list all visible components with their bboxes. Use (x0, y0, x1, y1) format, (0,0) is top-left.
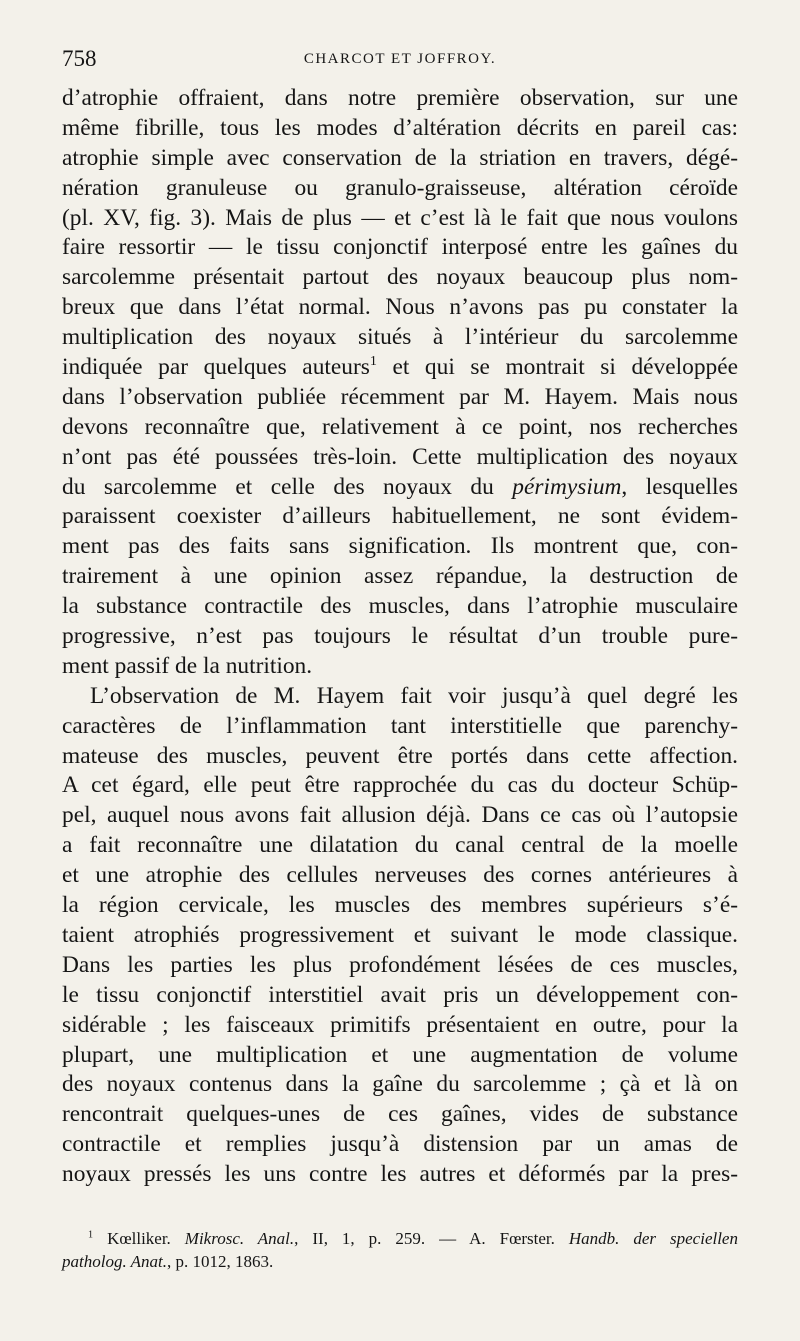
text-line (62, 742, 738, 772)
line-text: pel, auquel nous avons fait allusion déjà. Dans ce cas où l’autopsie (62, 802, 738, 829)
text-line (62, 1100, 738, 1130)
text-line (62, 383, 738, 413)
line-text: plupart, une multiplication et une augmentation de volume (62, 1041, 738, 1068)
footnote-number: 1 (88, 1229, 94, 1241)
line-text: même fibrille, tous les modes d’altération décrits en pareil cas: (62, 114, 738, 141)
line-text: ment pas des faits sans signification. Ils montrent que, con- (62, 533, 738, 560)
text-line (62, 532, 738, 562)
line-text: (pl. XV, fig. 3). Mais de plus — et c’est là le fait que nous voulons (62, 204, 738, 231)
line-text-after: , lesquelles (621, 473, 738, 500)
footnotes (62, 1227, 738, 1273)
line-text: progressive, n’est pas toujours le résultat d’un trouble pure- (62, 623, 738, 650)
line-text: ment passif de la nutrition. (62, 652, 313, 679)
line-text: multiplication des noyaux situés à l’intérieur du sarcolemme (62, 324, 738, 351)
line-text: n’ont pas été poussées très-loin. Cette multiplication des noyaux (62, 443, 738, 470)
text-line (62, 831, 738, 861)
line-text: noyaux pressés les uns contre les autres et déformés par la pres- (62, 1161, 738, 1188)
line-text: L’observation de M. Hayem fait voir jusqu’à quel degré les (90, 682, 738, 709)
text-line (62, 1160, 738, 1190)
text-line (62, 562, 738, 592)
line-text: a fait reconnaître une dilatation du canal central de la moelle (62, 832, 738, 859)
line-text-after: et qui se montrait si développée (376, 354, 738, 381)
footnote-line (62, 1227, 738, 1250)
line-text: Dans les parties les plus profondément lésées de ces muscles, (62, 951, 738, 978)
text-line (62, 1130, 738, 1160)
line-text: d’atrophie offraient, dans notre première observation, sur une (62, 85, 738, 111)
text-line (62, 1011, 738, 1041)
text-line (62, 413, 738, 443)
footnote-title: Handb. der speciellen (568, 1229, 738, 1248)
text-line (62, 204, 738, 234)
line-text: nération granuleuse ou granulo-graisseuse, altération céroïde (62, 174, 738, 201)
text-line (62, 293, 738, 323)
footnote-text: , II, 1, p. 259. — A. Fœrster. (294, 1229, 569, 1248)
text-line (62, 682, 738, 712)
text-line (62, 84, 738, 114)
line-text: atrophie simple avec conservation de la striation en travers, dégé- (62, 144, 738, 171)
text-line (62, 622, 738, 652)
running-head: CHARCOT ET JOFFROY. (303, 51, 497, 67)
text-line (62, 712, 738, 742)
line-text: des noyaux contenus dans la gaîne du sarcolemme ; çà et là on (62, 1071, 738, 1098)
text-line (62, 921, 738, 951)
line-text: breux que dans l’état normal. Nous n’avons pas pu constater la (62, 294, 738, 321)
footnote-line (62, 1250, 738, 1273)
text-line (62, 861, 738, 891)
italic-term: périmysium (512, 473, 622, 500)
line-text: indiquée par quelques auteurs (62, 354, 370, 381)
page-number: 758 (62, 46, 97, 71)
body-text (62, 84, 738, 1190)
footnote-text: , p. 1012, 1863. (167, 1252, 274, 1271)
text-line (62, 323, 738, 353)
text-line (62, 891, 738, 921)
page-header (62, 46, 738, 76)
text-line (62, 652, 738, 682)
line-text: devons reconnaître que, relativement à ce point, nos recherches (62, 413, 738, 440)
line-text: trairement à une opinion assez répandue, la destruction de (62, 563, 738, 590)
line-text: contractile et remplies jusqu’à distension par un amas de (62, 1131, 738, 1158)
line-text: taient atrophiés progressivement et suivant le mode classique. (62, 921, 738, 948)
text-line (62, 233, 738, 263)
text-line (62, 263, 738, 293)
text-line (62, 473, 738, 503)
line-text: rencontrait quelques-unes de ces gaînes, vides de substance (62, 1101, 738, 1128)
text-line (62, 353, 738, 383)
line-text: A cet égard, elle peut être rapprochée du cas du docteur Schüp- (62, 772, 738, 799)
line-text: et une atrophie des cellules nerveuses des cornes antérieures à (62, 862, 738, 889)
footnote-text: Kœlliker. (93, 1229, 185, 1248)
text-line (62, 174, 738, 204)
text-line (62, 981, 738, 1011)
text-line (62, 801, 738, 831)
line-text: faire ressortir — le tissu conjonctif interposé entre les gaînes du (62, 234, 738, 261)
footnote-title: patholog. Anat. (62, 1252, 167, 1271)
text-line (62, 443, 738, 473)
line-text: la substance contractile des muscles, dans l’atrophie musculaire (62, 593, 738, 620)
text-line (62, 114, 738, 144)
text-line (62, 1070, 738, 1100)
line-text: sidérable ; les faisceaux primitifs présentaient en outre, pour la (62, 1011, 738, 1038)
line-text: la région cervicale, les muscles des membres supérieurs s’é- (62, 892, 738, 919)
line-text: caractères de l’inflammation tant interstitielle que parenchy- (62, 712, 738, 739)
text-line (62, 771, 738, 801)
text-line (62, 502, 738, 532)
line-text: le tissu conjonctif interstitiel avait pris un développement con- (62, 981, 738, 1008)
line-text: mateuse des muscles, peuvent être portés dans cette affection. (62, 742, 738, 769)
text-line (62, 144, 738, 174)
line-text: du sarcolemme et celle des noyaux du (62, 473, 513, 500)
line-text: sarcolemme présentait partout des noyaux beaucoup plus nom- (62, 264, 738, 291)
line-text: paraissent coexister d’ailleurs habituellement, ne sont évidem- (62, 503, 738, 530)
footnote-title: Mikrosc. Anal. (184, 1229, 295, 1248)
text-line (62, 592, 738, 622)
line-text: dans l’observation publiée récemment par M. Hayem. Mais nous (62, 383, 738, 410)
text-line (62, 951, 738, 981)
footnote-marker: 1 (369, 353, 377, 370)
text-line (62, 1041, 738, 1071)
